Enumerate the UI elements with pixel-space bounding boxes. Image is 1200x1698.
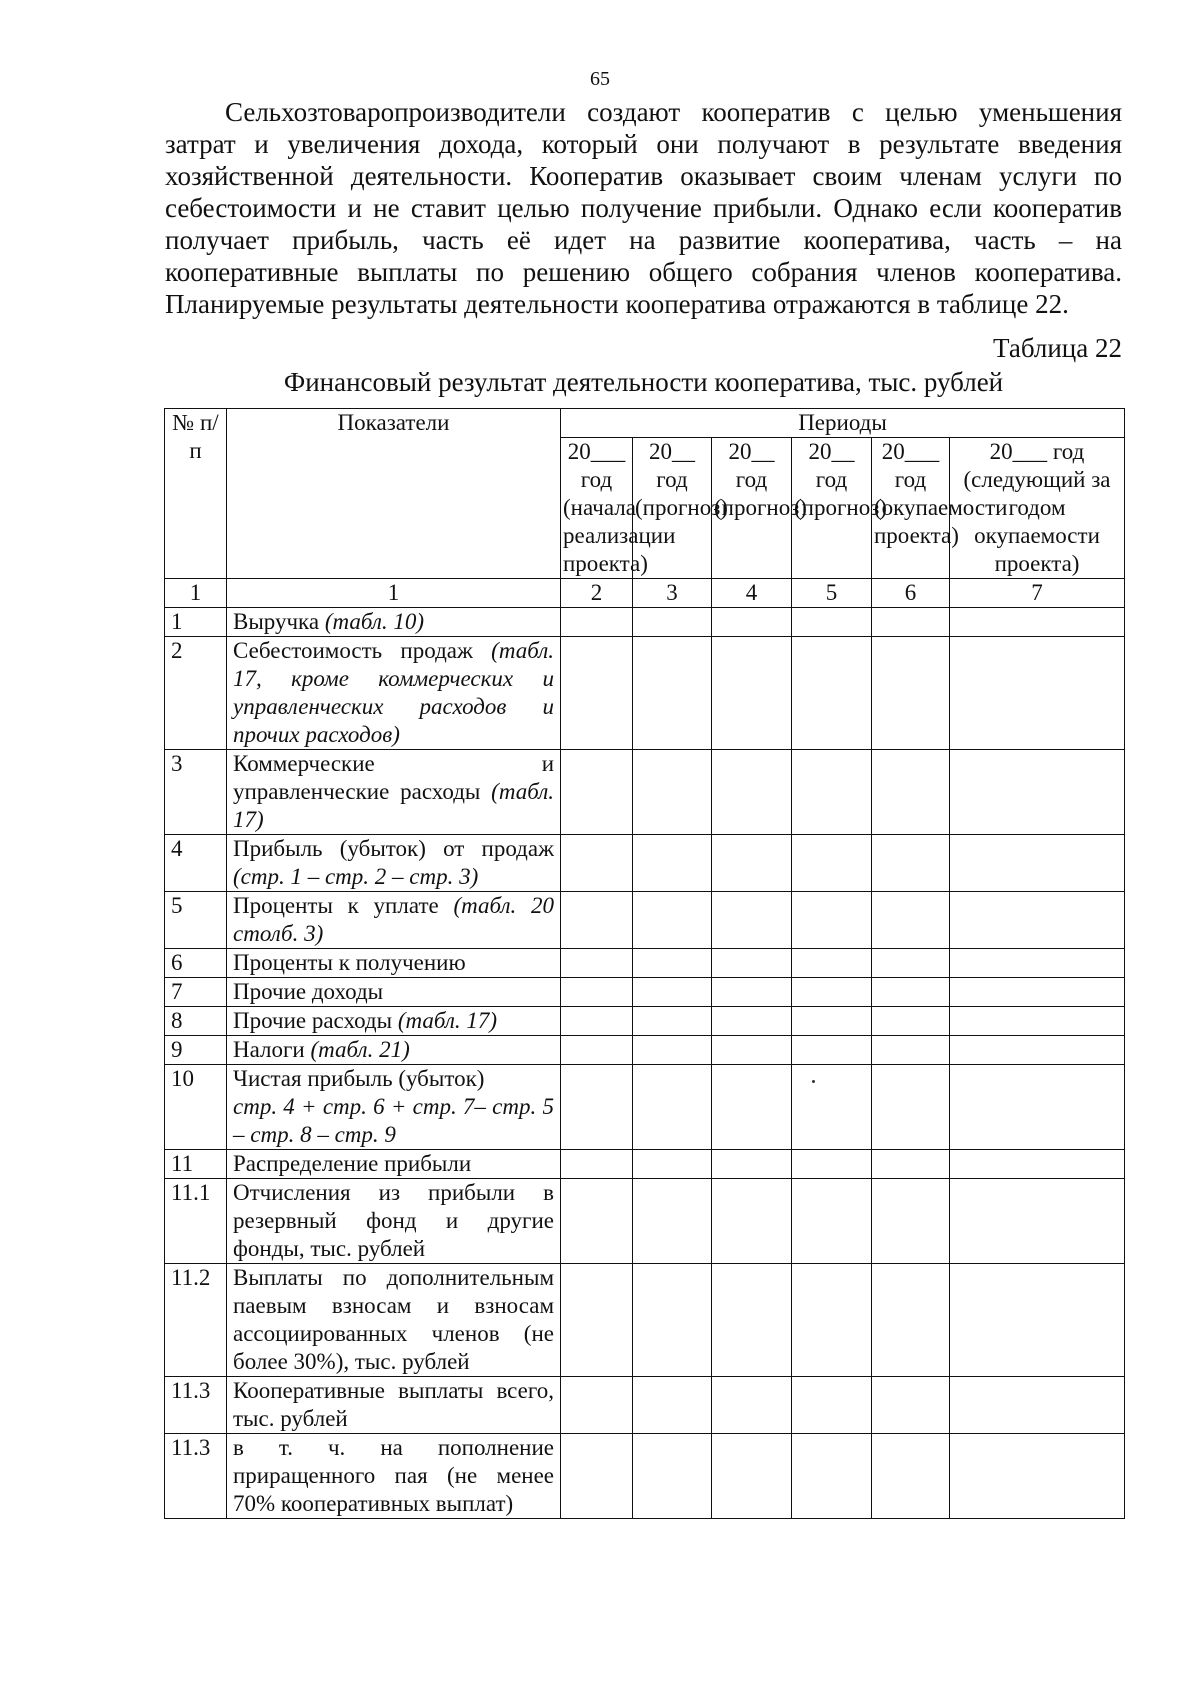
row-num: 1	[165, 608, 227, 637]
row-num: 11	[165, 1150, 227, 1179]
row-label: Коммерческие и управленческие расходы (табл. 17)	[227, 750, 561, 835]
table-row	[165, 949, 1125, 978]
table-caption: Таблица 22	[993, 333, 1122, 363]
table-row	[165, 1036, 1125, 1065]
row-num: 9	[165, 1036, 227, 1065]
row-label: Себестоимость продаж (табл. 17, кроме коммерческих и управленческих расходов и прочих расходов)	[227, 637, 561, 750]
col-number: 6	[872, 579, 950, 608]
row-label: Прочие расходы (табл. 17)	[227, 1007, 561, 1036]
header-row	[165, 409, 1125, 438]
period-col-2: 20__ год (прогноз)	[633, 438, 712, 579]
col-number: 1	[227, 579, 561, 608]
table-row	[165, 637, 1125, 750]
table-row	[165, 750, 1125, 835]
table-row	[165, 608, 1125, 637]
row-label: Прочие доходы	[227, 978, 561, 1007]
table-row	[165, 835, 1125, 892]
row-label: Распределение прибыли	[227, 1150, 561, 1179]
row-num: 7	[165, 978, 227, 1007]
header-num: № п/п	[165, 409, 227, 579]
table-row	[165, 1150, 1125, 1179]
row-label: Налоги (табл. 21)	[227, 1036, 561, 1065]
row-label: Выручка (табл. 10)	[227, 608, 561, 637]
row-num: 2	[165, 637, 227, 750]
row-num: 11.2	[165, 1264, 227, 1377]
row-label: Чистая прибыль (убыток) стр. 4 + стр. 6 + стр. 7– стр. 5 – стр. 8 – стр. 9	[227, 1065, 561, 1150]
table-row	[165, 1264, 1125, 1377]
row-label: Выплаты по дополнительным паевым взносам и взносам ассоциированных членов (не более 30%), тыс. рублей	[227, 1264, 561, 1377]
row-num: 4	[165, 835, 227, 892]
period-col-5: 20___ год (окупаемости проекта)	[872, 438, 950, 579]
table-row	[165, 978, 1125, 1007]
period-col-4: 20__ год (прогноз)	[792, 438, 872, 579]
table-row	[165, 1065, 1125, 1150]
header-periods: Периоды	[561, 409, 1125, 438]
page-number: 65	[590, 68, 610, 90]
row-label: в т. ч. на пополнение приращенного пая (не менее 70% кооперативных выплат)	[227, 1434, 561, 1519]
row-num: 11.3	[165, 1377, 227, 1434]
col-number: 3	[633, 579, 712, 608]
table-row	[165, 1434, 1125, 1519]
period-col-3: 20__ год (прогноз)	[712, 438, 792, 579]
row-label: Отчисления из прибыли в резервный фонд и другие фонды, тыс. рублей	[227, 1179, 561, 1264]
table-row	[165, 1377, 1125, 1434]
row-num: 5	[165, 892, 227, 949]
table-title: Финансовый результат деятельности кооператива, тыс. рублей	[283, 367, 1004, 397]
row-label: Кооперативные выплаты всего, тыс. рублей	[227, 1377, 561, 1434]
table-row	[165, 1007, 1125, 1036]
col-number: 1	[165, 579, 227, 608]
table-row	[165, 892, 1125, 949]
row-label: Проценты к уплате (табл. 20 столб. 3)	[227, 892, 561, 949]
row-num: 11.1	[165, 1179, 227, 1264]
col-number: 5	[792, 579, 872, 608]
col-number: 7	[950, 579, 1125, 608]
table-row	[165, 1179, 1125, 1264]
col-number: 4	[712, 579, 792, 608]
row-label: Проценты к получению	[227, 949, 561, 978]
column-numbers-row	[165, 579, 1125, 608]
body-paragraph: Сельхозтоваропроизводители создают кооператив с целью уменьшения затрат и увеличения дохода, который они получают в результате введения хозяйственной деятельности. Кооператив оказывает своим членам услуги по себестоимости и не ставит целью получение прибыли. Однако если кооператив получает прибыль, часть её идет на развитие кооператива, часть – на кооперативные выплаты по решению общего собрания членов кооператива. Планируемые результаты деятельности кооператива отражаются в таблице 22.	[165, 97, 1122, 319]
row-label: Прибыль (убыток) от продаж (стр. 1 – стр. 2 – стр. 3)	[227, 835, 561, 892]
col-number: 2	[561, 579, 633, 608]
row-num: 6	[165, 949, 227, 978]
financial-result-table	[164, 408, 1125, 1519]
period-col-6: 20___ год (следующий за годом окупаемости проекта)	[950, 438, 1125, 579]
row-num: 10	[165, 1065, 227, 1150]
header-indicators: Показатели	[227, 409, 561, 579]
row-num: 3	[165, 750, 227, 835]
period-col-1: 20___ год (начала реализации проекта)	[561, 438, 633, 579]
row-num: 11.3	[165, 1434, 227, 1519]
row-num: 8	[165, 1007, 227, 1036]
scan-speck	[812, 1080, 815, 1083]
